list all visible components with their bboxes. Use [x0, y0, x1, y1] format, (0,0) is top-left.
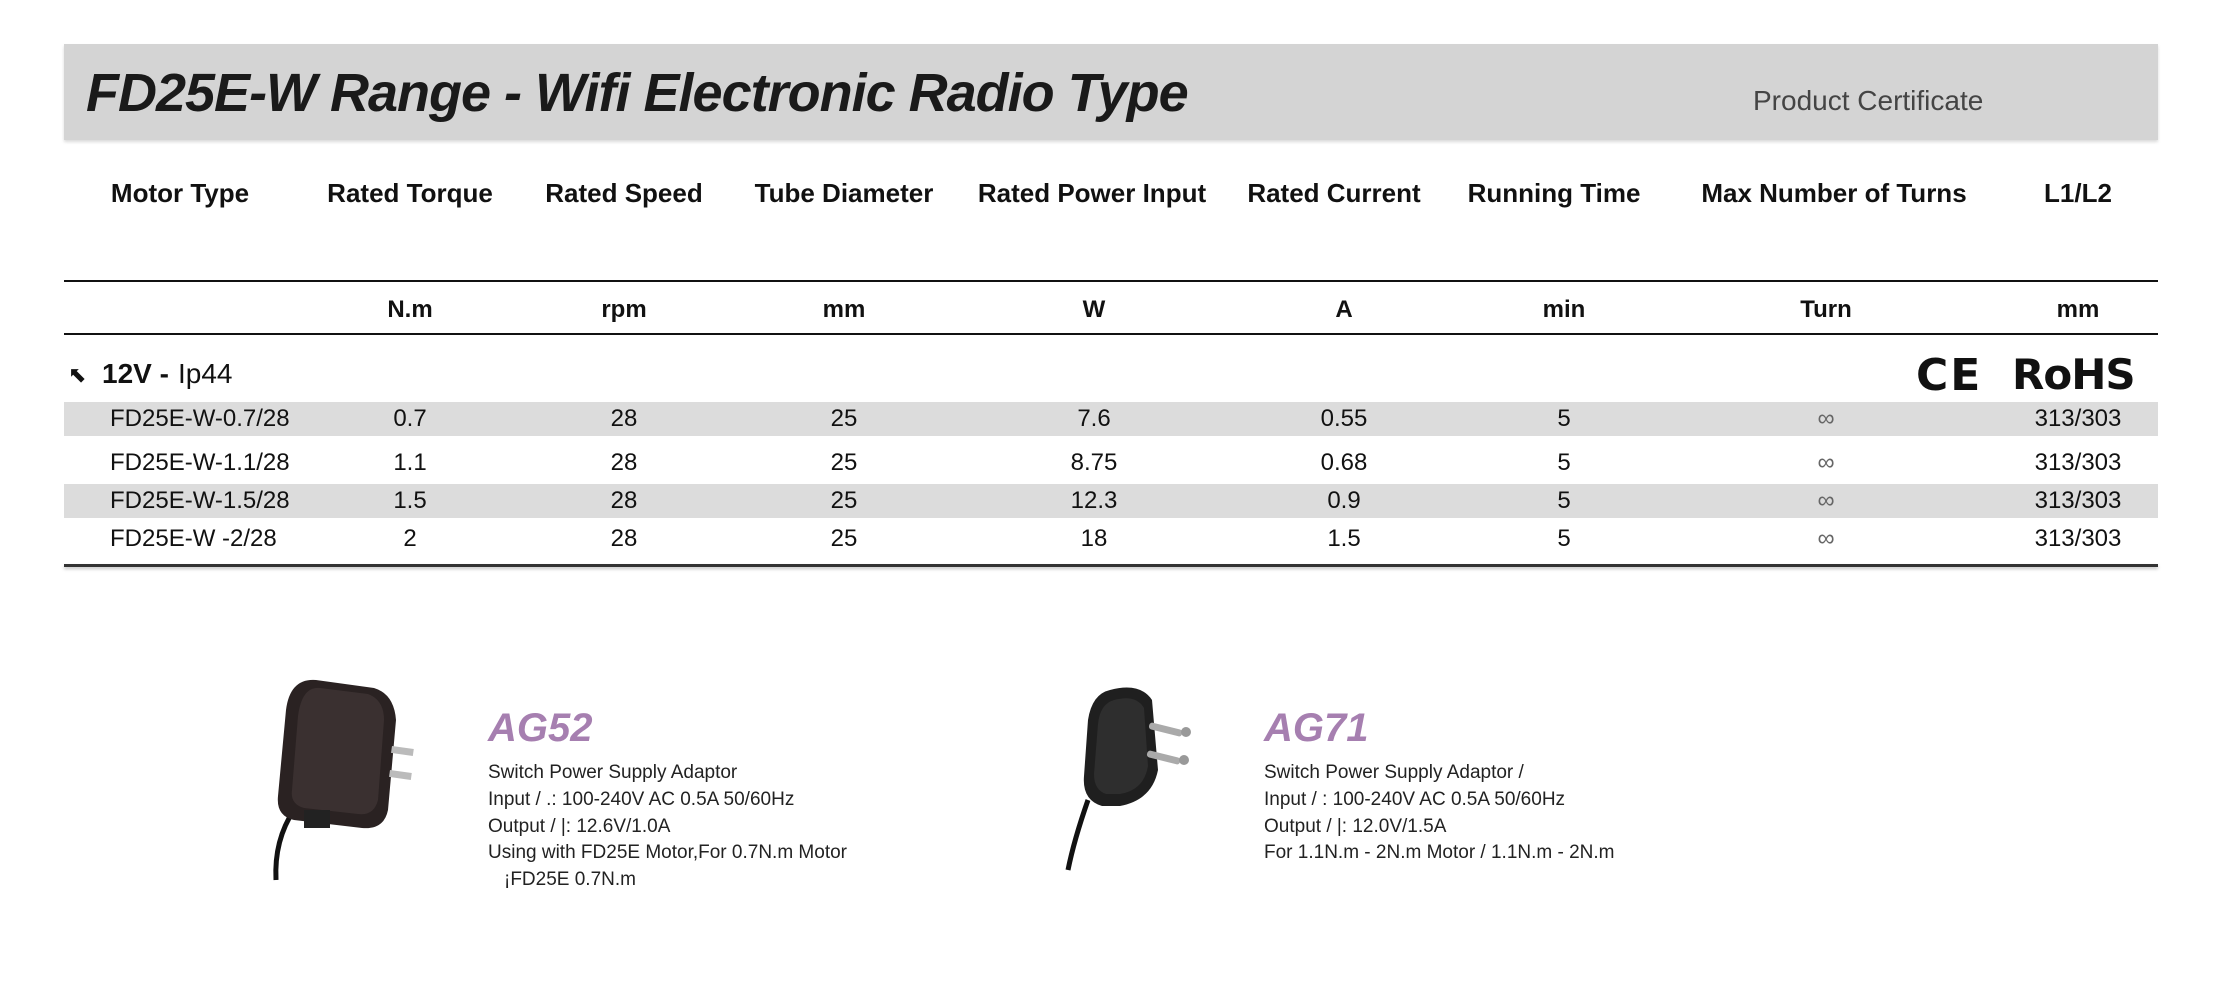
cell-l1l2: 313/303: [2034, 405, 2122, 432]
header-rule: [64, 280, 2158, 282]
voltage-group: [64, 348, 2158, 400]
cell-l1l2: 313/303: [2034, 487, 2122, 514]
cell-running-time: 5: [1557, 449, 1571, 476]
ce-mark: CE: [1916, 350, 1983, 401]
unit-l1l2: mm: [2056, 296, 2100, 323]
col-header-max-turns: Max Number of Turns: [1701, 178, 1967, 208]
cell-speed: 28: [610, 525, 638, 552]
unit-current: A: [1335, 296, 1353, 323]
arrow-icon: ⬉: [68, 362, 87, 387]
cell-model: FD25E-W-0.7/28: [110, 405, 290, 432]
cell-speed: 28: [610, 449, 638, 476]
cell-current: 0.55: [1320, 405, 1368, 432]
adapter-output: Output / |: 12.6V/1.0A: [488, 816, 671, 837]
cell-current: 0.9: [1327, 487, 1361, 514]
unit-running-time: min: [1542, 296, 1586, 323]
cell-speed: 28: [610, 487, 638, 514]
unit-speed: rpm: [601, 296, 647, 323]
cell-current: 1.5: [1327, 525, 1361, 552]
cell-power: 7.6: [1077, 405, 1111, 432]
col-header-l1l2: L1/L2: [2044, 178, 2112, 208]
cell-current: 0.68: [1320, 449, 1368, 476]
adapter-usage-note: ¡FD25E 0.7N.m: [504, 869, 636, 890]
col-header-rated-power-input: Rated Power Input: [977, 178, 1207, 208]
cell-running-time: 5: [1557, 405, 1571, 432]
cell-model: FD25E-W-1.5/28: [110, 487, 290, 514]
adapter-usage: For 1.1N.m - 2N.m Motor / 1.1N.m - 2N.m: [1264, 842, 1615, 863]
power-adapter-image: [264, 660, 434, 890]
col-header-rated-speed: Rated Speed: [545, 178, 703, 208]
adapter-output: Output / |: 12.0V/1.5A: [1264, 816, 1447, 837]
cell-torque: 1.1: [393, 449, 427, 476]
adapter-usage: Using with FD25E Motor,For 0.7N.m Motor: [488, 842, 847, 863]
adapter-ag71: [1040, 660, 1760, 920]
adapter-input: Input / : 100-240V AC 0.5A 50/60Hz: [1264, 789, 1566, 810]
adapter-ag52: [264, 660, 964, 920]
cell-power: 12.3: [1070, 487, 1118, 514]
infinity-icon: ∞: [1817, 487, 1835, 514]
table-row: [64, 446, 2158, 480]
col-header-rated-current: Rated Current: [1247, 178, 1421, 208]
cell-torque: 2: [403, 525, 417, 552]
adapter-description: Switch Power Supply Adaptor /: [1264, 762, 1524, 783]
protection-label: Ip44: [178, 358, 233, 389]
cell-diameter: 25: [830, 405, 858, 432]
cell-l1l2: 313/303: [2034, 449, 2122, 476]
adapter-input: Input / .: 100-240V AC 0.5A 50/60Hz: [488, 789, 795, 810]
col-header-tube-diameter: Tube Diameter: [754, 178, 934, 208]
infinity-icon: ∞: [1817, 525, 1835, 552]
voltage-label: 12V -: [102, 358, 169, 389]
adapter-name: AG71: [1264, 706, 1369, 750]
adapter-name: AG52: [488, 706, 593, 750]
table-bottom-rule: [64, 564, 2158, 567]
adapter-description: Switch Power Supply Adaptor: [488, 762, 738, 783]
cell-power: 18: [1080, 525, 1108, 552]
cell-torque: 1.5: [393, 487, 427, 514]
certificate-label: Product Certificate: [1753, 85, 1984, 116]
table-row: [64, 522, 2158, 556]
cell-diameter: 25: [830, 525, 858, 552]
unit-diameter: mm: [822, 296, 866, 323]
cell-torque: 0.7: [393, 405, 427, 432]
col-header-rated-torque: Rated Torque: [327, 178, 493, 208]
col-header-motor-type: Motor Type: [110, 178, 250, 208]
unit-torque: N.m: [387, 296, 433, 323]
cell-power: 8.75: [1070, 449, 1118, 476]
col-header-running-time: Running Time: [1467, 178, 1641, 208]
cell-model: FD25E-W -2/28: [110, 525, 277, 552]
cell-diameter: 25: [830, 487, 858, 514]
units-rule: [64, 333, 2158, 335]
cell-model: FD25E-W-1.1/28: [110, 449, 290, 476]
power-adapter-image: [1040, 660, 1220, 890]
cell-l1l2: 313/303: [2034, 525, 2122, 552]
header-band: [64, 44, 2158, 140]
page-title: FD25E-W Range - Wifi Electronic Radio Type: [86, 63, 1188, 123]
table-row: [64, 484, 2158, 518]
cell-running-time: 5: [1557, 487, 1571, 514]
cell-speed: 28: [610, 405, 638, 432]
infinity-icon: ∞: [1817, 405, 1835, 432]
unit-turns: Turn: [1800, 296, 1852, 323]
cell-diameter: 25: [830, 449, 858, 476]
infinity-icon: ∞: [1817, 449, 1835, 476]
cell-running-time: 5: [1557, 525, 1571, 552]
rohs-mark: RoHS: [2012, 350, 2135, 399]
table-row: [64, 402, 2158, 436]
unit-power: W: [1082, 296, 1106, 323]
